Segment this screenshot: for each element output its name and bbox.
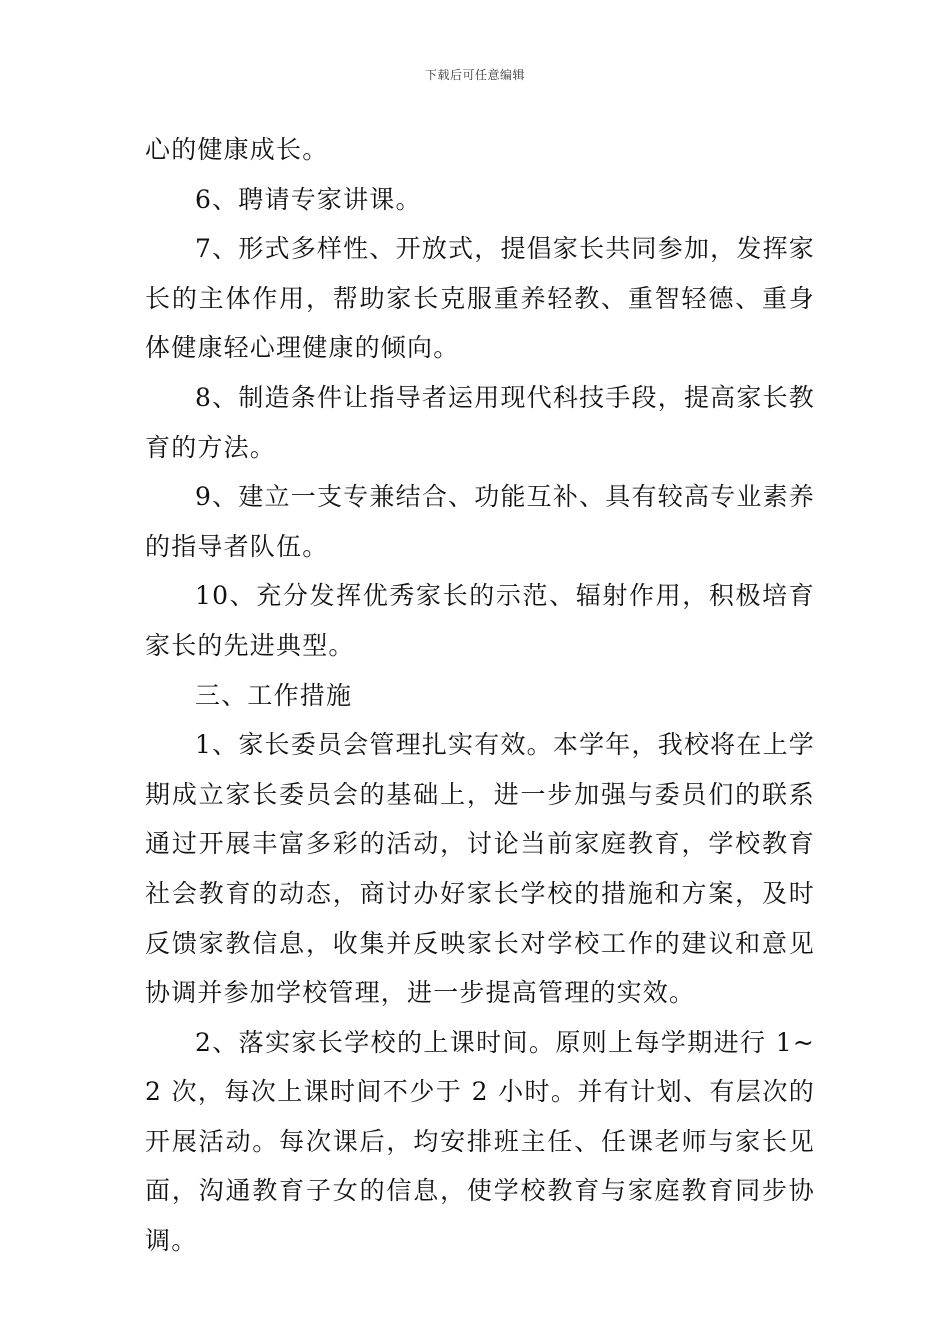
paragraph-measure-1: 1、家长委员会管理扎实有效。本学年，我校将在上学期成立家长委员会的基础上，进一步加强与委员们的联系通过开展丰富多彩的活动，讨论当前家庭教育，学校教育社会教育的动态，商讨办好家长学校的措施和方案，及时反馈家教信息，收集并反映家长对学校工作的建议和意见协调并参加学校管理，进一步提高管理的实效。 — [145, 730, 815, 1008]
paragraph-continuation: 心的健康成长。 — [145, 135, 329, 164]
header-note: 下载后可任意编辑 — [424, 68, 525, 82]
paragraph-item-10: 10、充分发挥优秀家长的示范、辐射作用，积极培育家长的先进典型。 — [145, 581, 815, 660]
paragraph-item-7: 7、形式多样性、开放式，提倡家长共同参加，发挥家长的主体作用，帮助家长克服重养轻教、重智轻德、重身体健康轻心理健康的倾向。 — [145, 234, 815, 363]
paragraph-measure-2: 2、落实家长学校的上课时间。原则上每学期进行 1~2 次，每次上课时间不少于 2 小时。并有计划、有层次的开展活动。每次课后，均安排班主任、任课老师与家长见面，沟通教育子女的信息，使学校教育与家庭教育同步协调。 — [145, 1027, 815, 1256]
paragraph-item-6: 6、聘请专家讲课。 — [195, 184, 422, 214]
paragraph-item-9: 9、建立一支专兼结合、功能互补、具有较高专业素养的指导者队伍。 — [145, 482, 815, 561]
document-body — [145, 125, 815, 1266]
section-heading-measures: 三、工作措施 — [195, 680, 353, 710]
paragraph-item-8: 8、制造条件让指导者运用现代科技手段，提高家长教育的方法。 — [145, 382, 815, 462]
